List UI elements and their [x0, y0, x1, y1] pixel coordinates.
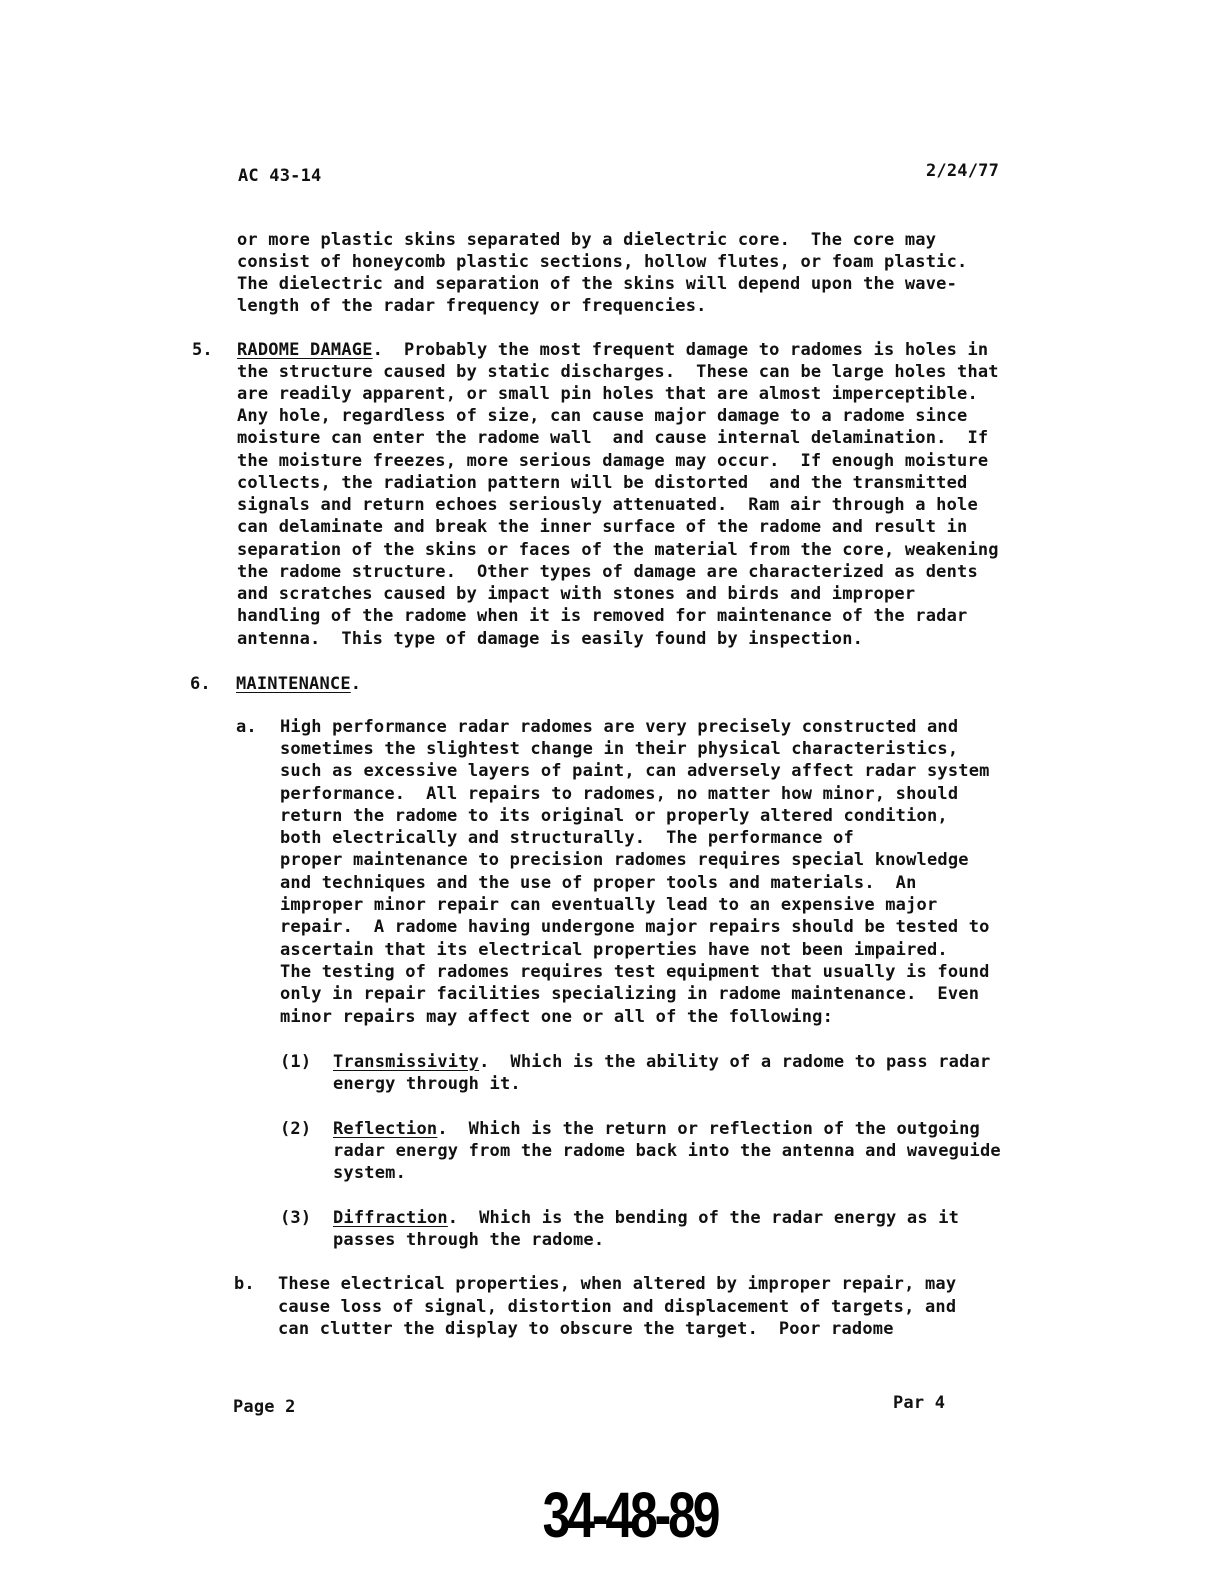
section-6a-line: and techniques and the use of proper tools and materials. An	[280, 873, 917, 893]
item-2-number: (2)	[280, 1119, 312, 1139]
item-1-first-line	[333, 1051, 990, 1073]
page-number: Page 2	[233, 1397, 296, 1417]
item-1-number: (1)	[280, 1052, 312, 1072]
section-5-line: collects, the radiation pattern will be distorted and the transmitted	[237, 473, 968, 493]
section-6a-line: proper maintenance to precision radomes requires special knowledge	[280, 850, 969, 870]
item-1-term: Transmissivity	[333, 1052, 480, 1072]
section-6a-line: return the radome to its original or properly altered condition,	[280, 806, 948, 826]
section-6a-label: a.	[236, 717, 257, 737]
intro-line: or more plastic skins separated by a dielectric core. The core may	[237, 230, 937, 250]
item-2-first-line	[333, 1118, 980, 1140]
section-5-line: and scratches caused by impact with stones and birds and improper	[237, 584, 916, 604]
section-6-heading-suffix: .	[350, 674, 362, 694]
item-2-text: . Which is the return or reflection of the outgoing	[437, 1119, 980, 1139]
section-6a-line: sometimes the slightest change in their physical characteristics,	[280, 739, 959, 759]
section-5-line: the radome structure. Other types of damage are characterized as dents	[237, 562, 978, 582]
section-5-line: can delaminate and break the inner surface of the radome and result in	[237, 517, 968, 537]
item-3-first-line	[333, 1207, 959, 1229]
intro-line: consist of honeycomb plastic sections, hollow flutes, or foam plastic.	[237, 252, 968, 272]
item-3-term: Diffraction	[333, 1208, 448, 1228]
item-2-continuation: system.	[333, 1163, 407, 1183]
intro-line: The dielectric and separation of the skins will depend upon the wave-	[237, 274, 958, 294]
section-5-line: are readily apparent, or small pin holes that are almost imperceptible.	[237, 384, 978, 404]
section-5-line: the structure caused by static discharges. These can be large holes that	[237, 362, 999, 382]
section-6-heading-line	[236, 673, 361, 695]
section-6a-line: repair. A radome having undergone major repairs should be tested to	[280, 917, 990, 937]
item-3-number: (3)	[280, 1208, 312, 1228]
section-5-line: moisture can enter the radome wall and cause internal delamination. If	[237, 428, 989, 448]
section-5-line: the moisture freezes, more serious damage may occur. If enough moisture	[237, 451, 989, 471]
section-6-heading: MAINTENANCE	[236, 674, 351, 694]
section-6a-line: improper minor repair can eventually lead to an expensive major	[280, 895, 938, 915]
document-stamp-number: 34-48-89	[542, 1479, 718, 1551]
section-6a-line: such as excessive layers of paint, can adversely affect radar system	[280, 761, 990, 781]
document-date: 2/24/77	[926, 161, 1000, 181]
section-5-number: 5.	[192, 340, 213, 360]
item-1-continuation: energy through it.	[333, 1074, 521, 1094]
section-6a-line: minor repairs may affect one or all of the following:	[280, 1007, 834, 1027]
section-5-line: signals and return echoes seriously attenuated. Ram air through a hole	[237, 495, 978, 515]
section-5-line: Any hole, regardless of size, can cause major damage to a radome since	[237, 406, 968, 426]
section-6a-line: both electrically and structurally. The performance of	[280, 828, 854, 848]
item-2-term: Reflection	[333, 1119, 438, 1139]
section-5-line: separation of the skins or faces of the material from the core, weakening	[237, 540, 999, 560]
item-3-text: . Which is the bending of the radar energy as it	[447, 1208, 960, 1228]
section-6b-line: can clutter the display to obscure the target. Poor radome	[278, 1319, 894, 1339]
section-5-line: antenna. This type of damage is easily found by inspection.	[237, 629, 864, 649]
section-6a-first-line: High performance radar radomes are very precisely constructed and	[280, 717, 959, 737]
section-6b-first-line: These electrical properties, when altered by improper repair, may	[278, 1274, 957, 1294]
section-6a-line: only in repair facilities specializing in radome maintenance. Even	[280, 984, 980, 1004]
section-6b-line: cause loss of signal, distortion and displacement of targets, and	[278, 1297, 957, 1317]
section-5-first-line-text: . Probably the most frequent damage to radomes is holes in	[372, 340, 989, 360]
section-5-heading: RADOME DAMAGE	[237, 340, 373, 360]
section-6-number: 6.	[190, 674, 211, 694]
section-5-line: handling of the radome when it is removed for maintenance of the radar	[237, 606, 968, 626]
section-6a-line: The testing of radomes requires test equipment that usually is found	[280, 962, 990, 982]
section-6a-line: performance. All repairs to radomes, no matter how minor, should	[280, 784, 959, 804]
item-1-text: . Which is the ability of a radome to pass radar	[479, 1052, 991, 1072]
paragraph-reference: Par 4	[893, 1393, 946, 1413]
document-number: AC 43-14	[238, 166, 322, 186]
item-2-continuation: radar energy from the radome back into the antenna and waveguide	[333, 1141, 1001, 1161]
section-5-first-line	[237, 339, 988, 361]
intro-line: length of the radar frequency or frequencies.	[237, 296, 707, 316]
item-3-continuation: passes through the radome.	[333, 1230, 605, 1250]
section-6a-line: ascertain that its electrical properties have not been impaired.	[280, 940, 948, 960]
section-6b-label: b.	[234, 1274, 255, 1294]
